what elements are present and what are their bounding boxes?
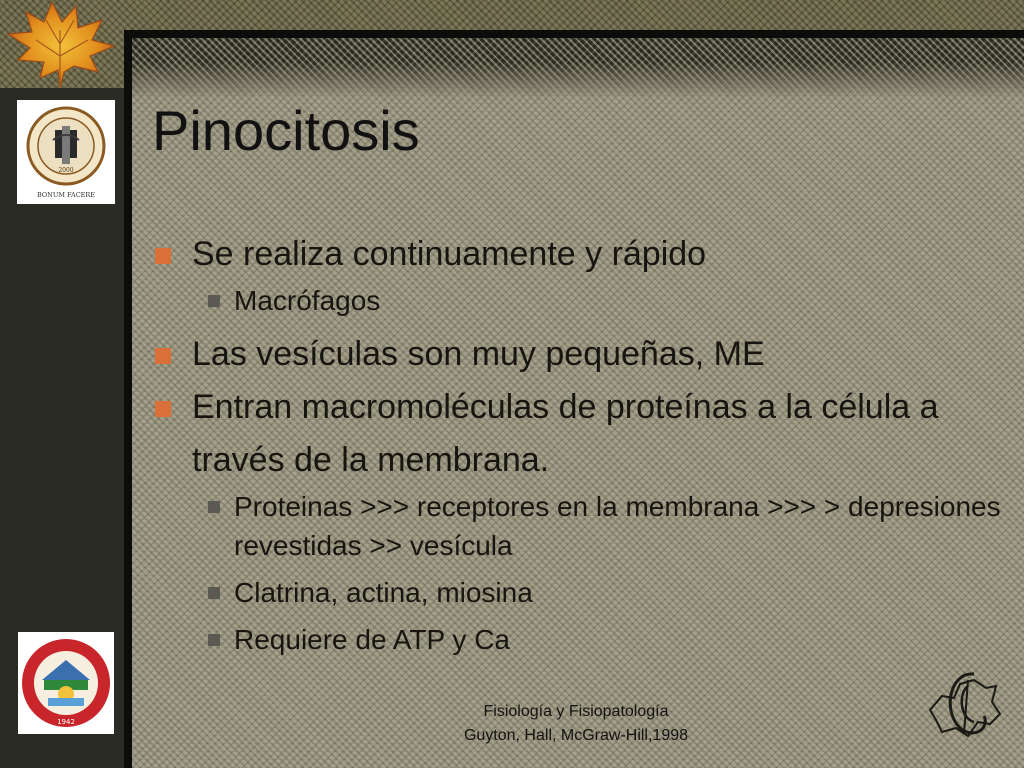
- sub-bullet-text: Macrófagos: [234, 285, 381, 316]
- bullet-item: [152, 381, 1002, 487]
- sub-bullet-square-icon: [208, 501, 220, 513]
- sub-bullet-square-icon: [208, 295, 220, 307]
- bullet-square-icon: [155, 401, 171, 417]
- slide-title: Pinocitosis: [152, 99, 420, 162]
- maple-leaf-icon: [0, 0, 120, 92]
- seal-motto-text: BONUM FACERE: [36, 191, 96, 199]
- university-seal-logo: [18, 632, 114, 734]
- sub-bullet-item: [152, 487, 1002, 565]
- university-seal-year: 1942: [57, 718, 75, 726]
- bullet-square-icon: [155, 348, 171, 364]
- title-texture-band: [132, 38, 1024, 98]
- bullet-square-icon: [155, 248, 171, 264]
- footer-reference-text: Guyton, Hall, McGraw-Hill,1998: [463, 727, 689, 744]
- bullet-item: [152, 228, 1002, 281]
- bullet-text: Las vesículas son muy pequeñas, ME: [192, 335, 765, 373]
- sub-bullet-text: Proteinas >>> receptores en la membrana >>> > depresiones revestidas >> vesícula: [234, 491, 1001, 561]
- footer-course-text: Fisiología y Fisiopatología: [483, 703, 669, 720]
- bullet-list: [152, 228, 1002, 667]
- sub-bullet-square-icon: [208, 587, 220, 599]
- sub-bullet-text: Clatrina, actina, miosina: [234, 577, 533, 608]
- bullet-text: Entran macromoléculas de proteínas a la célula a través de la membrana.: [192, 388, 939, 479]
- monogram-map-emblem-icon: [920, 666, 1004, 742]
- sub-bullet-square-icon: [208, 634, 220, 646]
- seal-year-text: 2000: [58, 167, 74, 174]
- sub-bullet-text: Requiere de ATP y Ca: [234, 624, 511, 655]
- bullet-text: Se realiza continuamente y rápido: [192, 235, 707, 273]
- sub-bullet-item: [152, 281, 1002, 320]
- slide-footer: [400, 700, 752, 748]
- medicine-school-seal-logo: [17, 100, 115, 204]
- sub-bullet-item: [152, 620, 1002, 659]
- sub-bullet-item: [152, 573, 1002, 612]
- bullet-item: [152, 328, 1002, 381]
